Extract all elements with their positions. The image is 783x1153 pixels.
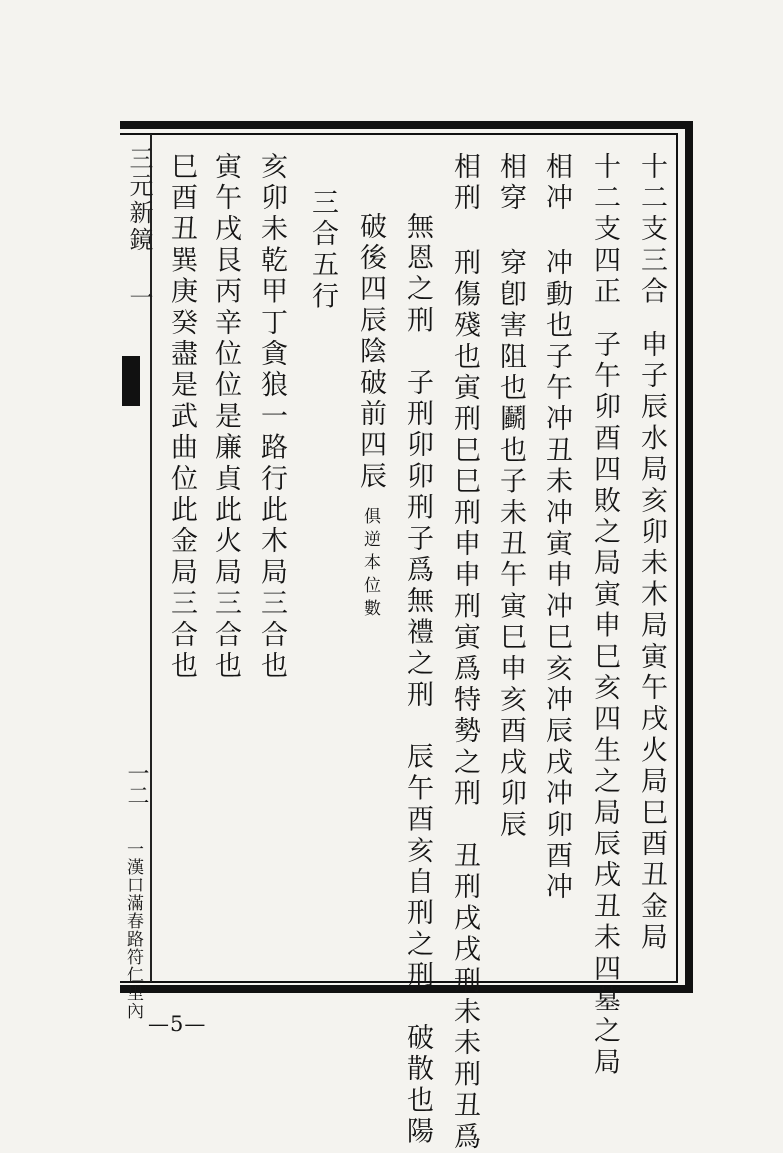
column-body: 破後四辰陰破前四辰 — [355, 212, 386, 493]
text-column-4 — [497, 152, 524, 841]
text-column-6 — [404, 212, 431, 1148]
text-column-1 — [638, 152, 665, 954]
text-column-10 — [212, 152, 239, 682]
column-body: 申子辰水局亥卯未木局寅午戌火局巳酉丑金局 — [636, 330, 667, 954]
fold-publisher-address: 一漢口滿春路符仁里內 — [123, 840, 143, 1020]
column-body: 亥卯未乾甲丁貪狼一路行此木局三合也 — [256, 152, 287, 683]
text-column-5 — [451, 152, 478, 1153]
column-body: 子午卯酉四敗之局寅申巳亥四生之局辰戌丑未四墓之局 — [589, 330, 620, 1079]
column-label: 相穿 — [495, 152, 526, 215]
section-heading: 三合五行 — [307, 188, 338, 313]
fold-page-number: 一二 — [124, 762, 149, 806]
column-body: 無恩之刑 子刑卯卯刑子爲無禮之刑 辰午酉亥自刑之刑 破散也陽 — [402, 212, 433, 1148]
text-column-8 — [309, 188, 336, 313]
column-body: 寅午戌艮丙辛位位是廉貞此火局三合也 — [210, 152, 241, 683]
column-body: 巳酉丑巽庚癸盡是武曲位此金局三合也 — [166, 152, 197, 683]
column-label: 十二支四正 — [589, 152, 620, 308]
column-label: 相冲 — [541, 152, 572, 215]
text-column-3 — [543, 152, 570, 904]
column-body: 刑傷殘也寅刑巳巳刑申申刑寅爲特勢之刑 丑刑戌戌刑未未刑丑爲 — [449, 248, 480, 1153]
column-body: 穿卽害阻也鬬也子未丑午寅巳申亥酉戌卯辰 — [495, 248, 526, 842]
fold-fishtail-mark — [122, 356, 140, 406]
column-note: 俱逆本位數 — [360, 506, 380, 622]
fold-title: 三元新鏡 一 — [125, 146, 153, 312]
column-body: 冲動也子午冲丑未冲寅申冲巳亥冲辰戌冲卯酉冲 — [541, 248, 572, 904]
column-label: 相刑 — [449, 152, 480, 215]
page-number: —5— — [148, 1012, 207, 1036]
text-column-9 — [258, 152, 285, 682]
text-column-11 — [168, 152, 195, 682]
column-label: 十二支三合 — [636, 152, 667, 308]
text-column-7 — [357, 212, 384, 622]
text-column-2 — [591, 152, 618, 1079]
